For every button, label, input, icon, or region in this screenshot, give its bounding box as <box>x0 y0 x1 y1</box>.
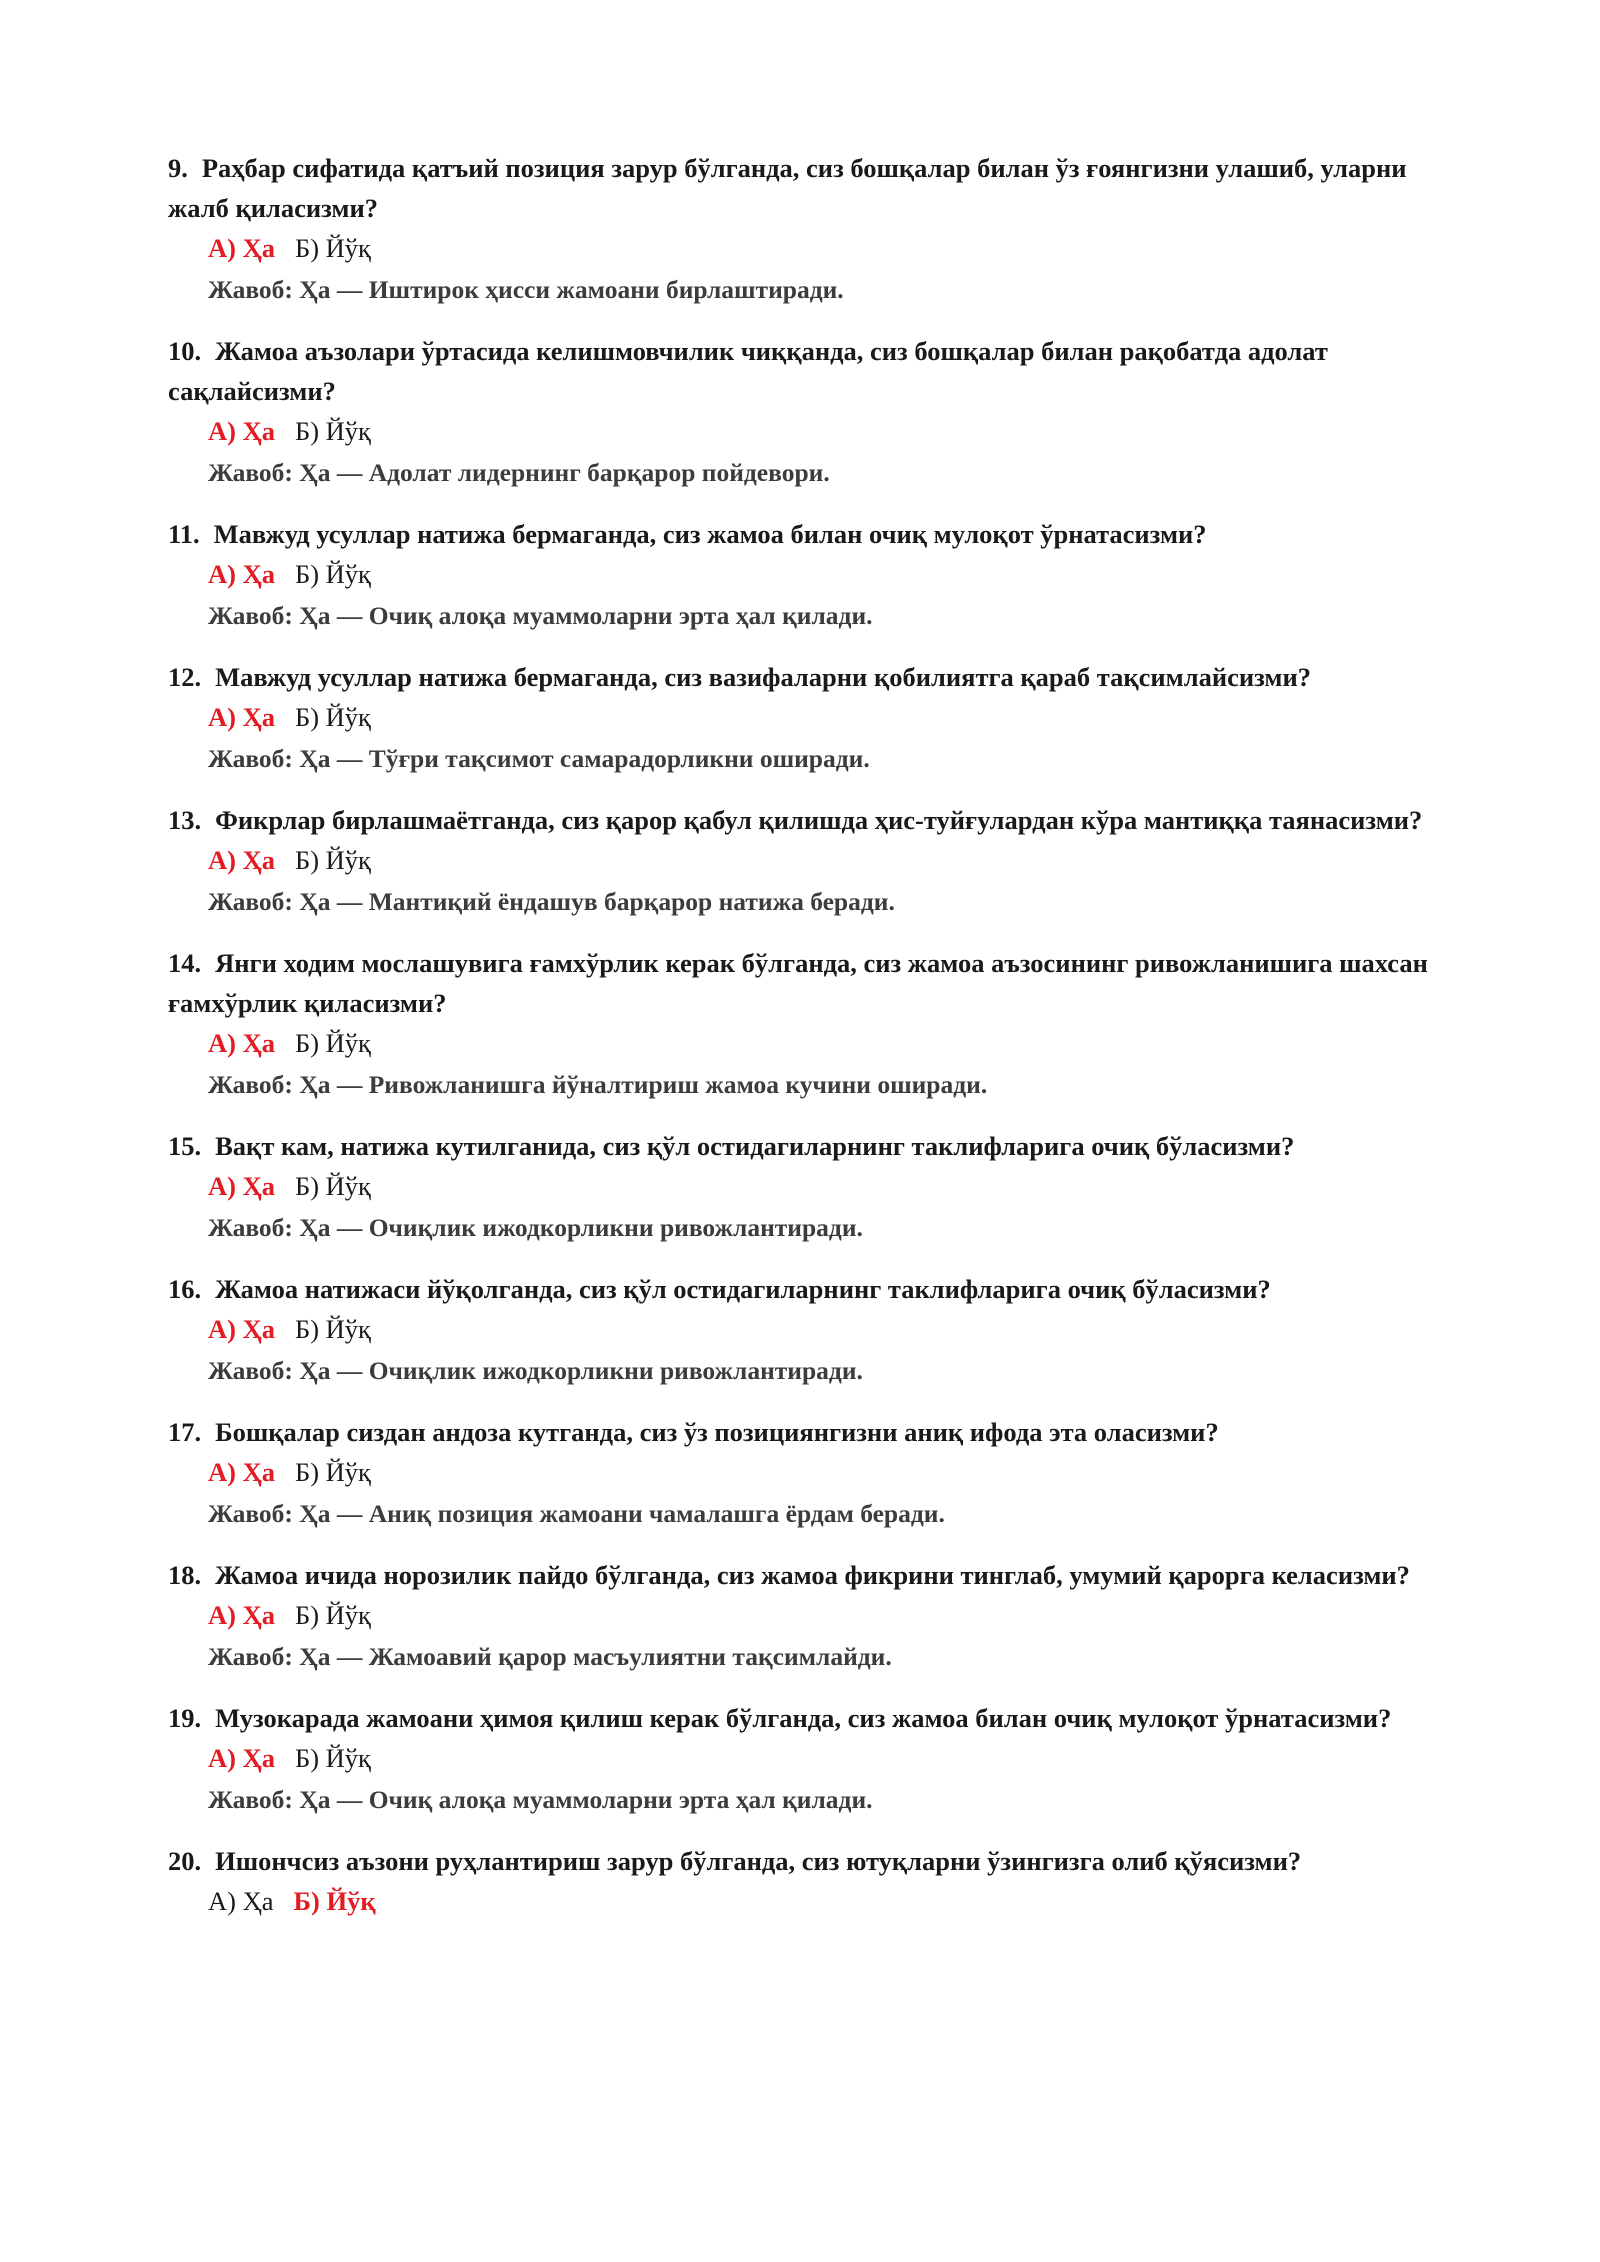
answer-explanation: Жавоб: Ҳа — Аниқ позиция жамоани чамалашга ёрдам беради. <box>208 1499 945 1528</box>
question-number: 14. <box>168 948 202 978</box>
question-text-line <box>168 657 1458 697</box>
answer-explanation: Жавоб: Ҳа — Очиқлик ижодкорликни ривожлантиради. <box>208 1356 863 1385</box>
answer-explanation: Жавоб: Ҳа — Ривожланишга йўналтириш жамоа кучини оширади. <box>208 1070 988 1099</box>
question-text: Мавжуд усуллар натижа бермаганда, сиз вазифаларни қобилиятга қараб тақсимлайсизми? <box>215 662 1311 692</box>
question-text-line <box>168 514 1458 554</box>
question-item <box>168 148 1458 310</box>
answer-options <box>208 1738 1458 1779</box>
answer-explanation: Жавоб: Ҳа — Жамоавий қарор масъулиятни тақсимлайди. <box>208 1642 892 1671</box>
option-a: А) Ҳа <box>208 702 275 732</box>
question-item <box>168 1698 1458 1820</box>
answer-options <box>208 840 1458 881</box>
answer-explanation: Жавоб: Ҳа — Очиқлик ижодкорликни ривожлантиради. <box>208 1213 863 1242</box>
question-number: 13. <box>168 805 202 835</box>
option-a: А) Ҳа <box>208 845 275 875</box>
question-text-line <box>168 1126 1458 1166</box>
option-a: А) Ҳа <box>208 1028 275 1058</box>
question-text: Раҳбар сифатида қатъий позиция зарур бўлганда, сиз бошқалар билан ўз ғоянгизни улашиб, уларни жалб қиласизми? <box>168 153 1407 223</box>
option-b: Б) Йўқ <box>294 1743 371 1773</box>
question-number: 10. <box>168 336 202 366</box>
option-b: Б) Йўқ <box>294 1600 371 1630</box>
question-number: 20. <box>168 1846 202 1876</box>
option-a: А) Ҳа <box>208 1743 275 1773</box>
question-number: 19. <box>168 1703 202 1733</box>
question-item <box>168 1269 1458 1391</box>
option-b: Б) Йўқ <box>293 1886 376 1916</box>
question-item <box>168 1555 1458 1677</box>
question-text-line <box>168 1269 1458 1309</box>
question-item <box>168 657 1458 779</box>
question-list <box>168 148 1458 1943</box>
question-number: 18. <box>168 1560 202 1590</box>
answer-options <box>208 1881 1458 1922</box>
answer-explanation: Жавоб: Ҳа — Иштирок ҳисси жамоани бирлаштиради. <box>208 275 844 304</box>
answer-options <box>208 1023 1458 1064</box>
option-a: А) Ҳа <box>208 559 275 589</box>
question-item <box>168 331 1458 493</box>
question-text: Фикрлар бирлашмаётганда, сиз қарор қабул қилишда ҳис-туйғулардан кўра мантиққа таянасизми? <box>215 805 1423 835</box>
option-b: Б) Йўқ <box>294 1457 371 1487</box>
answer-options <box>208 1166 1458 1207</box>
question-text: Мавжуд усуллар натижа бермаганда, сиз жамоа билан очиқ мулоқот ўрнатасизми? <box>213 519 1207 549</box>
answer-explanation: Жавоб: Ҳа — Адолат лидернинг барқарор пойдевори. <box>208 458 830 487</box>
answer-options <box>208 697 1458 738</box>
answer-options <box>208 1309 1458 1350</box>
option-b: Б) Йўқ <box>294 702 371 732</box>
question-text-line <box>168 148 1458 228</box>
option-a: А) Ҳа <box>208 1886 274 1916</box>
option-a: А) Ҳа <box>208 1600 275 1630</box>
question-number: 9. <box>168 153 188 183</box>
question-text: Янги ходим мослашувига ғамхўрлик керак бўлганда, сиз жамоа аъзосининг ривожланишига шахсан ғамхўрлик қиласизми? <box>168 948 1428 1018</box>
answer-options <box>208 1452 1458 1493</box>
question-text: Бошқалар сиздан андоза кутганда, сиз ўз позициянгизни аниқ ифода эта оласизми? <box>215 1417 1219 1447</box>
question-text: Жамоа ичида норозилик пайдо бўлганда, сиз жамоа фикрини тинглаб, умумий қарорга келасизми? <box>215 1560 1410 1590</box>
option-a: А) Ҳа <box>208 1171 275 1201</box>
question-text-line <box>168 1841 1458 1881</box>
option-a: А) Ҳа <box>208 1314 275 1344</box>
question-item <box>168 1126 1458 1248</box>
question-number: 15. <box>168 1131 202 1161</box>
question-text: Музокарада жамоани ҳимоя қилиш керак бўлганда, сиз жамоа билан очиқ мулоқот ўрнатасизми? <box>215 1703 1392 1733</box>
option-a: А) Ҳа <box>208 1457 275 1487</box>
answer-explanation: Жавоб: Ҳа — Мантиқий ёндашув барқарор натижа беради. <box>208 887 895 916</box>
question-text: Вақт кам, натижа кутилганида, сиз қўл остидагиларнинг таклифларига очиқ бўласизми? <box>215 1131 1295 1161</box>
question-number: 16. <box>168 1274 202 1304</box>
answer-options <box>208 411 1458 452</box>
question-item <box>168 1841 1458 1922</box>
question-number: 12. <box>168 662 202 692</box>
option-b: Б) Йўқ <box>294 1314 371 1344</box>
question-text-line <box>168 1698 1458 1738</box>
answer-options <box>208 554 1458 595</box>
option-b: Б) Йўқ <box>294 559 371 589</box>
question-text-line <box>168 1555 1458 1595</box>
option-a: А) Ҳа <box>208 416 275 446</box>
option-b: Б) Йўқ <box>294 416 371 446</box>
question-text-line <box>168 943 1458 1023</box>
question-text: Ишончсиз аъзони руҳлантириш зарур бўлганда, сиз ютуқларни ўзингизга олиб қўясизми? <box>215 1846 1302 1876</box>
option-a: А) Ҳа <box>208 233 275 263</box>
answer-explanation: Жавоб: Ҳа — Очиқ алоқа муаммоларни эрта ҳал қилади. <box>208 1785 873 1814</box>
answer-options <box>208 1595 1458 1636</box>
question-item <box>168 1412 1458 1534</box>
question-text-line <box>168 800 1458 840</box>
question-number: 11. <box>168 519 200 549</box>
answer-options <box>208 228 1458 269</box>
question-text: Жамоа аъзолари ўртасида келишмовчилик чиққанда, сиз бошқалар билан рақобатда адолат сақлайсизми? <box>168 336 1328 406</box>
option-b: Б) Йўқ <box>294 233 371 263</box>
question-item <box>168 800 1458 922</box>
option-b: Б) Йўқ <box>294 1028 371 1058</box>
answer-explanation: Жавоб: Ҳа — Тўғри тақсимот самарадорликни оширади. <box>208 744 870 773</box>
question-item <box>168 514 1458 636</box>
option-b: Б) Йўқ <box>294 845 371 875</box>
answer-explanation: Жавоб: Ҳа — Очиқ алоқа муаммоларни эрта ҳал қилади. <box>208 601 873 630</box>
question-text: Жамоа натижаси йўқолганда, сиз қўл остидагиларнинг таклифларига очиқ бўласизми? <box>215 1274 1271 1304</box>
question-item <box>168 943 1458 1105</box>
option-b: Б) Йўқ <box>294 1171 371 1201</box>
question-number: 17. <box>168 1417 202 1447</box>
question-text-line <box>168 331 1458 411</box>
question-text-line <box>168 1412 1458 1452</box>
